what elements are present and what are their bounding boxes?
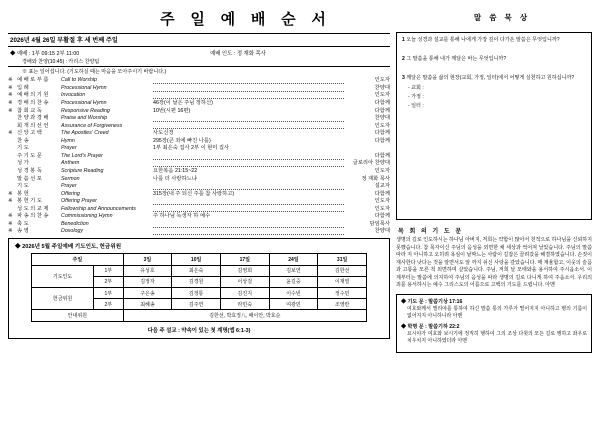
order-who: 인도자 bbox=[374, 77, 390, 84]
question-2-text: 그 말씀을 통해 내가 깨달은 바는 무엇입니까? bbox=[406, 55, 507, 62]
order-mark bbox=[8, 205, 17, 213]
order-dots bbox=[153, 220, 344, 228]
schedule-cell: 김경원 bbox=[172, 276, 221, 287]
schedule-header-row bbox=[32, 254, 367, 265]
memory-verse-box bbox=[396, 294, 592, 353]
schedule-row bbox=[32, 265, 367, 276]
schedule-group-prayer: 기도인도 bbox=[32, 265, 94, 287]
order-name-en: Commissioning Hymn bbox=[61, 213, 113, 220]
order-name-en: Processional Hymn bbox=[61, 100, 107, 107]
meditation-question-3 bbox=[402, 75, 586, 82]
schedule-col-5: 24일 bbox=[269, 254, 318, 265]
order-row bbox=[8, 213, 390, 221]
order-detail: 요한복음 21:15~22 bbox=[153, 167, 198, 174]
schedule-col-3: 10일 bbox=[172, 254, 221, 265]
order-mark bbox=[8, 122, 17, 130]
order-name-en: Prayer bbox=[61, 183, 77, 190]
order-mark: ※ bbox=[8, 228, 13, 235]
order-dots bbox=[153, 228, 344, 236]
schedule-cell: 김영희 bbox=[220, 265, 269, 276]
order-name-en: Praise and Worship bbox=[61, 115, 108, 122]
order-name-ko: 축 도 bbox=[17, 220, 29, 227]
order-detail: 사도신경 bbox=[153, 130, 174, 137]
service-leader: 예배 인도 : 정 재화 목사 bbox=[210, 51, 266, 57]
order-detail: 주 하나님 독생자 하 예수 bbox=[153, 213, 211, 220]
order-name-ko: 파 송 의 찬 송 bbox=[17, 213, 49, 220]
order-mark bbox=[8, 137, 17, 145]
order-name-en: Anthem bbox=[61, 160, 80, 167]
order-row bbox=[8, 175, 390, 183]
verse-2-text: 요시야가 여호와 보시기에 정직히 행하여 그의 조상 다윗의 모든 길로 행하고 좌우로 치우치지 아니하였더라 아멘 bbox=[407, 332, 587, 345]
order-name-en: Sermon bbox=[61, 175, 80, 182]
schedule-col-4: 17일 bbox=[220, 254, 269, 265]
schedule-cell: 김정통 bbox=[172, 288, 221, 299]
order-name-en: Scripture Reading bbox=[61, 167, 104, 174]
order-who: 다함께 bbox=[374, 130, 390, 137]
order-detail: 10번(시편 16편) bbox=[153, 107, 191, 114]
order-of-service-table bbox=[8, 77, 390, 235]
order-detail: 315장(내 주 되신 주를 참 사랑하고) bbox=[153, 190, 235, 197]
order-name-ko: 기 도 bbox=[17, 145, 29, 152]
schedule-col-0: 주일 bbox=[32, 254, 124, 265]
schedule-cell: 최은숙 bbox=[172, 265, 221, 276]
order-who: 설교자 bbox=[374, 183, 390, 190]
divider-top bbox=[8, 33, 390, 34]
order-name-en: Call to Worship bbox=[61, 77, 97, 84]
order-dots bbox=[153, 85, 344, 93]
schedule-cell: 최혜송 bbox=[123, 299, 172, 310]
verse-1-head: ◆ 기도 문 : 말씀기상 17:16 bbox=[401, 298, 463, 305]
service-date: 2026년 4월 26일 부활절 후 세 번째 주일 bbox=[10, 37, 118, 44]
content-columns bbox=[8, 32, 592, 353]
order-detail: 46장(이 날은 주님 정하신) bbox=[153, 100, 213, 107]
order-name-en: Hymn bbox=[61, 137, 75, 144]
verse-2-head: ◆ 학명 문 : 말씀기하 22:2 bbox=[401, 324, 460, 331]
answer-space-2[interactable] bbox=[402, 65, 586, 75]
meditation-column bbox=[396, 32, 592, 353]
schedule-group-usher: 안내위원 bbox=[32, 310, 124, 321]
order-who: 인도자 bbox=[374, 92, 390, 99]
order-who: 다함께 bbox=[374, 107, 390, 114]
meditation-sub-home: - 가정 : bbox=[408, 93, 424, 100]
schedule-cell: 이수빈 bbox=[269, 288, 318, 299]
question-2-number: 2 bbox=[402, 55, 405, 62]
order-who: 인도자 bbox=[374, 167, 390, 174]
order-name-ko: 회 개 의 선 언 bbox=[17, 122, 49, 129]
order-mark bbox=[8, 168, 17, 176]
order-detail: 295장(큰 죄에 빠진 나를) bbox=[153, 137, 211, 144]
schedule-cell: 2부 bbox=[94, 299, 124, 310]
schedule-cell: 라민숙 bbox=[220, 299, 269, 310]
order-name-ko: 성 도 의 교 제 bbox=[17, 205, 49, 212]
pastoral-prayer-title: 목 회 의 기 도 문 bbox=[398, 229, 464, 235]
page-header bbox=[8, 6, 592, 32]
schedule-cell: 1부 bbox=[94, 288, 124, 299]
order-of-service-column bbox=[8, 32, 390, 353]
order-mark: ※ bbox=[8, 92, 13, 99]
order-name-en: Benediction bbox=[61, 220, 89, 227]
service-info-row bbox=[10, 49, 390, 57]
order-dots bbox=[153, 198, 344, 206]
order-row bbox=[8, 183, 390, 191]
order-name-ko: 예 배 로 부 름 bbox=[17, 77, 49, 84]
order-detail: 나를 더 사랑하느냐 bbox=[153, 175, 197, 182]
order-row bbox=[8, 77, 390, 85]
order-detail: 1부 최은숙 집사 2부 이 현미 집사 bbox=[153, 145, 230, 152]
order-dots bbox=[153, 183, 344, 191]
schedule-cell: 김주연 bbox=[172, 299, 221, 310]
order-name-en: Invocation bbox=[61, 92, 86, 99]
standing-note: ※ 표는 일어섭니다. (기도하실 때는 마음을 모아주시기 바랍니다.) bbox=[22, 69, 167, 75]
order-row bbox=[8, 160, 390, 168]
order-who: 담임목사 bbox=[369, 220, 390, 227]
order-name-en: Offering Prayer bbox=[61, 198, 97, 205]
order-row bbox=[8, 92, 390, 100]
order-who bbox=[344, 145, 390, 153]
order-mark bbox=[8, 152, 17, 160]
order-mark bbox=[8, 115, 17, 123]
pastoral-prayer-body: 생명의 길로 인도하시는 하나님 아버지, 저희는 약함이 많아서 천적으로 하나님을 신뢰하지 못했습니다. 참 목자이신 주님의 음성을 외면한 채 세상과 썩어져 날았습니다. 주님의 말씀 따라 지 아니하고 오히려 욕심이 낱짜느는 사람이 길잡은 끌려갔을 해결하였습니다. 손짓이 재사한다 낫다는 것을 알면서도 알 까지 쉬신 사랑을 갚았습니다. 매 계율합고, 이웃의 슬픔과 고통을 모른 척 외면하며 살았습니다. 주님, 저희 날 모태와을 용서하여 주시옵소서. 이제부터는 말씀에 의지하여 주님의 음성을 따라 생명의 길로 다니게 하여 주옵소서. 우리의 죄를 용서하시는 예수 그리스도의 이름으로 고백의 기도를 드립니다. 아멘 bbox=[396, 237, 592, 289]
order-name-en: Responsive Reading bbox=[61, 107, 110, 114]
schedule-cell: 김정자 bbox=[123, 276, 172, 287]
schedule-col-6: 31일 bbox=[318, 254, 367, 265]
order-who: 인도자 bbox=[374, 122, 390, 129]
schedule-cell: 구은송 bbox=[123, 288, 172, 299]
divider-under-info bbox=[8, 66, 390, 67]
order-who: 정 재화 목사 bbox=[361, 175, 390, 182]
divider-under-date bbox=[8, 46, 390, 47]
order-row bbox=[8, 190, 390, 198]
order-who: 찬양대 bbox=[374, 228, 390, 235]
schedule-title: ◆ 2026년 5월 주일예배 기도인도, 헌금위원 bbox=[15, 244, 122, 251]
schedule-group-offering: 헌금위원 bbox=[32, 288, 94, 310]
meditation-question-2 bbox=[402, 56, 586, 63]
order-row bbox=[8, 137, 390, 145]
order-dots bbox=[153, 115, 344, 123]
schedule-cell: 2부 bbox=[94, 276, 124, 287]
schedule-cell: 1부 bbox=[94, 265, 124, 276]
order-mark: ※ bbox=[8, 190, 13, 197]
schedule-table bbox=[31, 253, 367, 321]
order-mark bbox=[8, 175, 17, 183]
order-row bbox=[8, 85, 390, 93]
meditation-sub-work: - 일터 : bbox=[408, 102, 424, 109]
order-row bbox=[8, 198, 390, 206]
order-name-en: Offering bbox=[61, 190, 80, 197]
order-name-en: The Lord's Prayer bbox=[61, 152, 103, 159]
order-dots bbox=[153, 122, 344, 130]
order-name-ko: 예 배 의 기 원 bbox=[17, 92, 49, 99]
order-who: 찬양대 bbox=[374, 115, 390, 122]
schedule-cell: 정수민 bbox=[318, 288, 367, 299]
order-name-ko: 봉 헌 bbox=[17, 190, 29, 197]
order-name-en: The Apostles' Creed bbox=[61, 130, 109, 137]
order-row bbox=[8, 168, 390, 176]
schedule-cell: 이상걸 bbox=[220, 276, 269, 287]
meditation-question-box bbox=[396, 32, 592, 220]
schedule-col-2: 3일 bbox=[123, 254, 172, 265]
schedule-cell: 김한선, 박효정八, 배이안, 박효순 bbox=[123, 310, 366, 321]
order-row bbox=[8, 152, 390, 160]
order-name-ko: 입 례 bbox=[17, 84, 29, 91]
order-row bbox=[8, 220, 390, 228]
order-name-en: Assurance of Forgiveness bbox=[61, 122, 123, 129]
order-mark bbox=[8, 160, 17, 168]
order-name-en: Processional Hymn bbox=[61, 84, 107, 91]
meditation-title: 말 씀 묵 상 bbox=[473, 13, 531, 22]
order-mark bbox=[8, 183, 17, 191]
schedule-cell: 이재열 bbox=[318, 276, 367, 287]
order-name-ko: 찬 양 과 경 배 bbox=[17, 115, 49, 122]
order-mark: ※ bbox=[8, 198, 13, 205]
order-mark: ※ bbox=[8, 100, 13, 107]
order-mark: ※ bbox=[8, 220, 13, 227]
order-name-ko: 말 씀 선 포 bbox=[17, 175, 42, 182]
schedule-cell: 김보연 bbox=[269, 265, 318, 276]
service-time: ◆ 예배 : 1부 09:15 2부 11:00 bbox=[10, 51, 80, 57]
question-3-text: 깨달은 말씀을 삶의 현장(교회, 가정, 일터)에서 어떻게 실천하고 원하십니까? bbox=[406, 74, 575, 81]
schedule-row bbox=[32, 310, 367, 321]
order-who: 다함께 bbox=[374, 213, 390, 220]
order-who: 글로리아 찬양대 bbox=[352, 160, 390, 167]
order-dots bbox=[153, 77, 344, 85]
order-name-ko: 참 회 교 독 bbox=[17, 107, 42, 114]
schedule-cell: 조영란 bbox=[318, 299, 367, 310]
schedule-cell: 김한선 bbox=[318, 265, 367, 276]
order-name-en: Doxology bbox=[61, 228, 84, 235]
order-who: 다함께 bbox=[374, 152, 390, 159]
order-mark: ※ bbox=[8, 213, 13, 220]
order-name-ko: 찬 송 bbox=[17, 137, 29, 144]
order-dots bbox=[153, 160, 344, 168]
order-name-ko: 성 가 bbox=[17, 160, 29, 167]
order-name-ko: 기 도 bbox=[17, 183, 29, 190]
order-row bbox=[8, 228, 390, 236]
order-name-en: Prayer bbox=[61, 145, 77, 152]
question-1-text: 오늘 성경과 설교를 통해 나에게 가장 깊이 다가온 말씀은 무엇입니까? bbox=[406, 37, 560, 43]
praise-team-line: 경배와 찬양(10:45) : 카리스 찬양팀 bbox=[22, 59, 100, 65]
order-who: 인도자 bbox=[374, 198, 390, 205]
order-row bbox=[8, 100, 390, 108]
order-mark: ※ bbox=[8, 84, 13, 91]
order-name-ko: 성 경 봉 독 bbox=[17, 167, 42, 174]
order-who: 인도자 bbox=[374, 205, 390, 212]
order-dots bbox=[153, 92, 344, 100]
answer-space-1[interactable] bbox=[402, 46, 586, 56]
order-row bbox=[8, 130, 390, 138]
order-row bbox=[8, 122, 390, 130]
order-name-ko: 주 기 도 문 bbox=[17, 152, 42, 159]
next-week-sermon: 다음 주 설교 : 약속이 있는 첫 계명(엡 6:1-3) bbox=[147, 327, 251, 334]
order-dots bbox=[153, 152, 344, 160]
schedule-cell: 여광민 bbox=[269, 299, 318, 310]
question-3-number: 3 bbox=[402, 74, 405, 81]
order-name-ko: 경 배 의 찬 송 bbox=[17, 100, 49, 107]
schedule-box bbox=[8, 238, 390, 338]
order-row bbox=[8, 145, 390, 153]
order-name-ko: 신 앙 고 백 bbox=[17, 130, 42, 137]
question-1-number: 1 bbox=[402, 37, 405, 43]
order-who: 다함께 bbox=[374, 190, 390, 197]
order-name-ko: 봉 헌 기 도 bbox=[17, 198, 42, 205]
order-dots bbox=[153, 205, 344, 213]
page-title: 주 일 예 배 순 서 bbox=[160, 12, 332, 28]
meditation-sub-church: - 교회 : bbox=[408, 84, 424, 91]
schedule-cell: 윤길중 bbox=[269, 276, 318, 287]
order-who: 다함께 bbox=[374, 100, 390, 107]
schedule-cell: 유성호 bbox=[123, 265, 172, 276]
order-mark: ※ bbox=[8, 107, 13, 114]
order-mark: ※ bbox=[8, 130, 13, 137]
order-row bbox=[8, 115, 390, 123]
verse-1-text: 여호와께서 엘리야를 통하여 하신 말씀 통의 가루가 떨어지지 아니하고 병의 기름이 없어지지 아니하니라 아멘 bbox=[407, 306, 587, 320]
order-who: 찬양대 bbox=[374, 84, 390, 91]
order-name-en: Fellowship and Announcements bbox=[61, 205, 136, 212]
order-name-ko: 송 영 bbox=[17, 228, 29, 235]
order-row bbox=[8, 107, 390, 115]
schedule-row bbox=[32, 288, 367, 299]
order-who: 다함께 bbox=[374, 137, 390, 144]
order-row bbox=[8, 205, 390, 213]
order-mark: ※ bbox=[8, 77, 13, 84]
schedule-cell: 김진지 bbox=[220, 288, 269, 299]
meditation-question-1 bbox=[402, 37, 586, 44]
order-mark bbox=[8, 145, 17, 153]
